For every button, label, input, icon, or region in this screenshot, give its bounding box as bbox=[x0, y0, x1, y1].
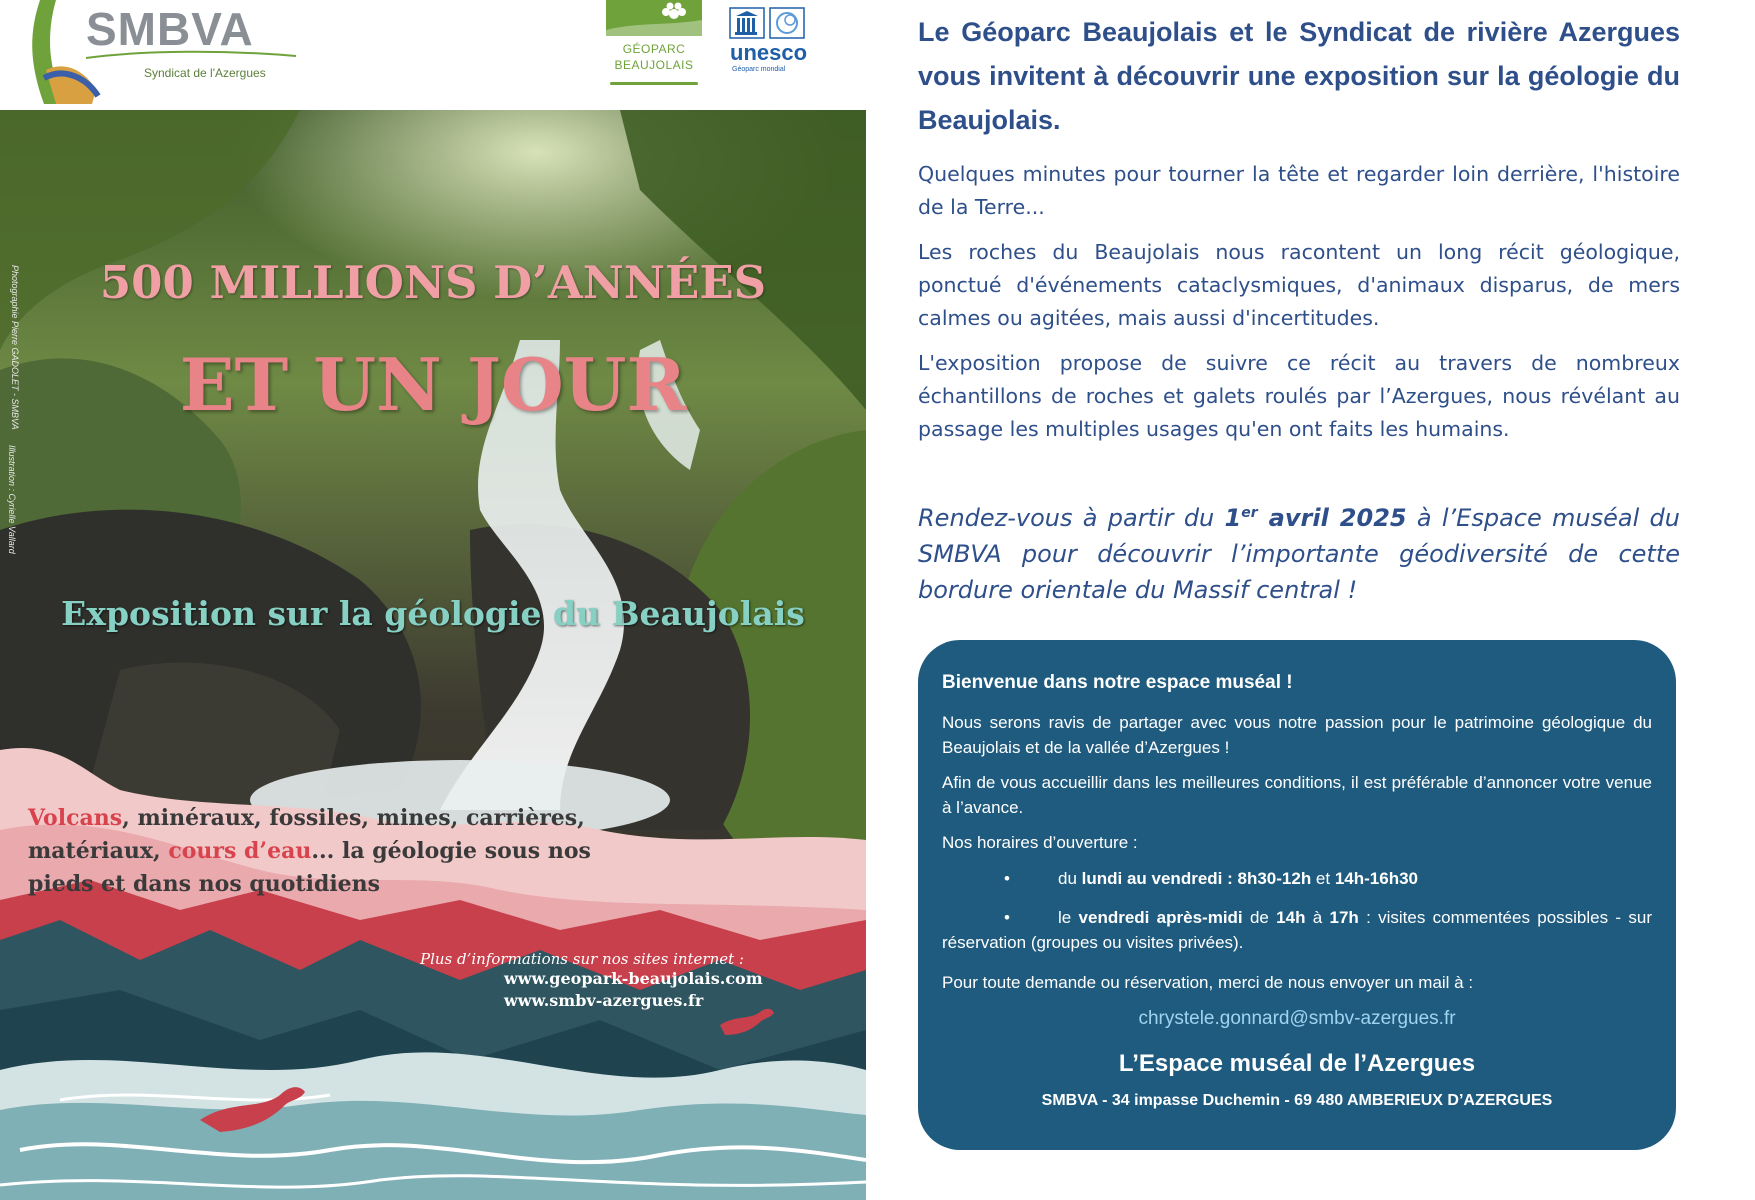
hours-friday-start: 14h bbox=[1276, 908, 1306, 927]
hours-friday-end: 17h bbox=[1329, 908, 1359, 927]
geoparc-rule bbox=[610, 82, 698, 85]
website-geopark[interactable]: www.geopark-beaujolais.com bbox=[504, 969, 763, 988]
contact-label: Pour toute demande ou réservation, merci de nous envoyer un mail à : bbox=[942, 973, 1474, 992]
poster-themes bbox=[28, 802, 608, 901]
geoparc-flower-icon bbox=[606, 0, 702, 36]
hours-friday bbox=[942, 905, 1652, 955]
poster-title-line2: ET UN JOUR bbox=[179, 342, 687, 427]
invitation-headline: Le Géoparc Beaujolais et le Syndicat de rivière Azergues vous invitent à découvrir une exposition sur la géologie du Beaujolais. bbox=[918, 17, 1680, 135]
themes-cours-eau: cours d’eau bbox=[168, 838, 312, 864]
museum-info-box bbox=[918, 640, 1676, 1150]
poster-websites bbox=[420, 950, 840, 1012]
hours-label: Nos horaires d’ouverture : bbox=[942, 833, 1138, 852]
intro-paragraph-2: Les roches du Beaujolais nous racontent un long récit géologique, ponctué d'événements cataclysmiques, d'animaux disparus, de mers calmes ou agitées, mais aussi d'incertitudes. bbox=[918, 240, 1680, 330]
photo-credit: Photographie Pierre GADOLET - SMBVA bbox=[10, 265, 20, 430]
website-smbv[interactable]: www.smbv-azergues.fr bbox=[504, 991, 704, 1010]
themes-part5: ... la géologie sous nos bbox=[311, 838, 591, 864]
bullet-icon: • bbox=[1004, 869, 1010, 888]
hours-weekdays-sep: : bbox=[1222, 869, 1238, 888]
hours-weekdays-afternoon: 14h-16h30 bbox=[1334, 869, 1418, 888]
hours-friday-rest: : visites commentées possibles - sur réservation (groupes ou visites privées). bbox=[942, 908, 1652, 952]
unesco-emblem-icon bbox=[726, 6, 826, 40]
rdv-part-d: à l’Espace muséal du SMBVA pour découvrir l’importante géodiversité de cette bordure orientale du Massif central ! bbox=[918, 504, 1680, 604]
unesco-logo bbox=[726, 6, 832, 78]
info-paragraph-2: Afin de vous accueillir dans les meilleures conditions, il est préférable d’annoncer votre venue à l’avance. bbox=[942, 773, 1652, 817]
rdv-date-rest: avril 2025 bbox=[1257, 504, 1407, 532]
rdv-part-a: Rendez-vous à partir du bbox=[918, 504, 1225, 532]
smbva-swoosh-icon bbox=[86, 48, 296, 62]
geoparc-logo bbox=[606, 0, 702, 92]
exhibition-poster bbox=[0, 110, 866, 1200]
intro-paragraph-3: L'exposition propose de suivre ce récit au travers de nombreux échantillons de roches et galets roulés par l’Azergues, nous révélant au passage les multiples usages qu'en ont faits les humains. bbox=[918, 351, 1680, 441]
rdv-date-day: 1 bbox=[1224, 504, 1242, 532]
themes-part3: matériaux, bbox=[28, 838, 169, 864]
hours-friday-to: à bbox=[1305, 908, 1330, 927]
themes-part6: pieds et dans nos quotidiens bbox=[28, 871, 381, 897]
info-paragraph-1: Nous serons ravis de partager avec vous notre passion pour le patrimoine géologique du Beaujolais et de la vallée d’Azergues ! bbox=[942, 713, 1652, 757]
geoparc-band bbox=[606, 0, 702, 36]
hours-weekdays-morning: 8h30-12h bbox=[1237, 869, 1312, 888]
geoparc-line2: BEAUJOLAIS bbox=[614, 58, 694, 72]
contact-email-link[interactable]: chrystele.gonnard@smbv-azergues.fr bbox=[1138, 1008, 1456, 1029]
hours-friday-pre: le bbox=[1058, 908, 1079, 927]
websites-intro: Plus d’informations sur nos sites internet : bbox=[420, 950, 744, 968]
hours-friday-days: vendredi après-midi bbox=[1078, 908, 1243, 927]
poster-title-line1: 500 MILLIONS D’ANNÉES bbox=[99, 256, 767, 309]
smbva-logo bbox=[26, 0, 276, 104]
unesco-wordmark: unesco bbox=[730, 40, 808, 65]
unesco-sub: Géoparc mondial bbox=[732, 66, 786, 73]
illustration-credit: Illustration : Cyrielle Vallard bbox=[7, 445, 17, 554]
hours-weekdays-days: lundi au vendredi bbox=[1081, 869, 1223, 888]
hours-friday-mid: de bbox=[1242, 908, 1277, 927]
hours-weekdays-and: et bbox=[1311, 869, 1335, 888]
museum-name: L’Espace muséal de l’Azergues bbox=[1118, 1050, 1476, 1077]
bullet-icon: • bbox=[1004, 908, 1010, 927]
info-title: Bienvenue dans notre espace muséal ! bbox=[942, 672, 1293, 693]
hours-weekdays-pre: du bbox=[1058, 869, 1082, 888]
poster-subtitle: Exposition sur la géologie du Beaujolais bbox=[61, 594, 805, 633]
rendezvous-paragraph bbox=[918, 500, 1680, 608]
rdv-date-sup: er bbox=[1241, 505, 1258, 521]
intro-paragraph-1: Quelques minutes pour tourner la tête et regarder loin derrière, l'histoire de la Terre... bbox=[918, 162, 1680, 219]
geoparc-line1: GÉOPARC bbox=[622, 42, 686, 56]
themes-part2: , minéraux, fossiles, mines, carrières, bbox=[122, 805, 585, 831]
themes-volcans: Volcans bbox=[28, 805, 123, 831]
hours-weekdays bbox=[942, 866, 1652, 891]
museum-address: SMBVA - 34 impasse Duchemin - 69 480 AMBERIEUX D’AZERGUES bbox=[1041, 1092, 1553, 1109]
smbva-tagline: Syndicat de l'Azergues bbox=[144, 66, 266, 80]
smbva-wordmark: SMBVA bbox=[86, 3, 254, 55]
